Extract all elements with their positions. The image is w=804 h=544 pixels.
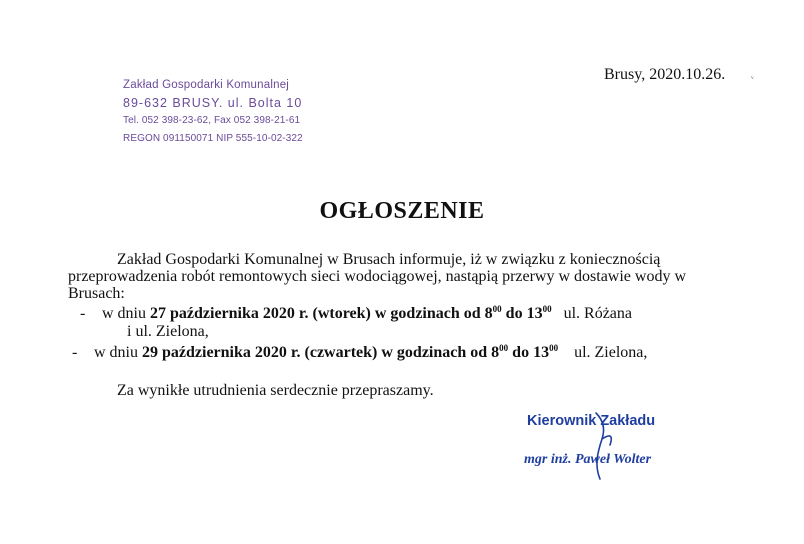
item-start-minutes: 00 bbox=[499, 343, 509, 353]
item-date-text: 27 października 2020 r. (wtorek) w godzinach od 8 bbox=[150, 305, 493, 322]
list-item-continuation: i ul. Zielona, bbox=[127, 323, 209, 340]
list-dash: - bbox=[80, 305, 86, 322]
list-dash: - bbox=[72, 344, 78, 361]
item-end-minutes: 00 bbox=[549, 343, 559, 353]
item-date-text: 29 października 2020 r. (czwartek) w godzinach od 8 bbox=[142, 344, 500, 361]
item-date-bold bbox=[142, 344, 558, 361]
item-location: ul. Zielona, bbox=[574, 344, 648, 361]
document-date: Brusy, 2020.10.26. bbox=[604, 66, 726, 83]
item-date-bold bbox=[150, 305, 552, 322]
list-item bbox=[80, 305, 632, 323]
announcement-body bbox=[68, 251, 728, 302]
stamp-phone-fax: Tel. 052 398-23-62, Fax 052 398-21-61 bbox=[123, 115, 301, 126]
signature-title: Kierownik Zakładu bbox=[527, 413, 656, 429]
item-mid: do 13 bbox=[501, 305, 543, 322]
intro-paragraph bbox=[68, 251, 728, 302]
closing-text: Za wynikłe utrudnienia serdecznie przepraszamy. bbox=[117, 382, 434, 399]
corner-mark: ᵥ bbox=[751, 70, 754, 80]
item-start-minutes: 00 bbox=[492, 304, 502, 314]
intro-text: Zakład Gospodarki Komunalnej w Brusach informuje, iż w związku z koniecznością przeprowadzenia robót remontowych sieci wodociągowej, nastąpią przerwy w dostawie wody w Brusach: bbox=[68, 251, 687, 302]
item-end-minutes: 00 bbox=[542, 304, 552, 314]
signature-name: mgr inż. Paweł Wolter bbox=[524, 452, 652, 467]
item-mid: do 13 bbox=[508, 344, 550, 361]
stamp-regon-nip: REGON 091150071 NIP 555-10-02-322 bbox=[123, 133, 303, 144]
item-location: ul. Różana bbox=[563, 305, 632, 322]
list-item bbox=[68, 344, 647, 362]
item-prefix: w dniu bbox=[102, 305, 146, 322]
stamp-company-name: Zakład Gospodarki Komunalnej bbox=[123, 79, 290, 91]
page-title: OGŁOSZENIE bbox=[319, 198, 485, 224]
stamp-address: 89-632 BRUSY. ul. Bolta 10 bbox=[123, 96, 303, 110]
company-stamp bbox=[123, 76, 323, 148]
item-prefix: w dniu bbox=[94, 344, 138, 361]
